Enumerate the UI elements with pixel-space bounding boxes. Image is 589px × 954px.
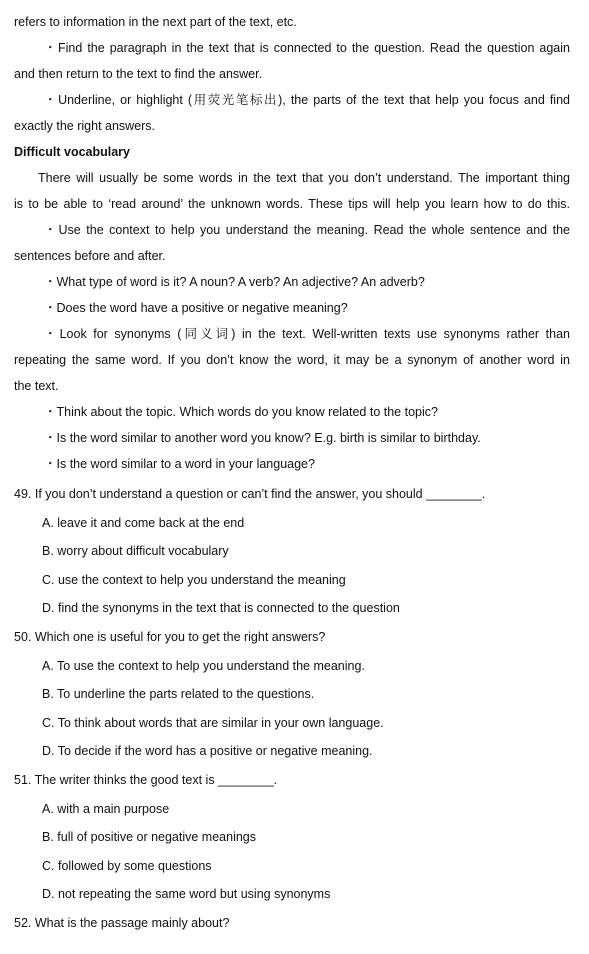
tip-word-type: ・What type of word is it? A noun? A verb? An adjective? An adverb?	[44, 275, 425, 289]
answer-option: B. To underline the parts related to the questions.	[42, 687, 315, 702]
question-49	[14, 480, 570, 623]
question-stem: 50. Which one is useful for you to get the right answers?	[14, 629, 326, 644]
answer-option: D. not repeating the same word but using synonyms	[42, 887, 331, 902]
passage-line: sentences before and after.	[14, 249, 166, 263]
tip-synonyms: ・Look for synonyms (同义词) in the text. Well-written texts use synonyms rather than	[44, 327, 570, 341]
answer-option: C. use the context to help you understand the meaning	[42, 572, 346, 587]
tip-similar-word: ・Is the word similar to another word you know? E.g. birth is similar to birthday.	[44, 431, 481, 445]
answer-option: A. To use the context to help you understand the meaning.	[42, 658, 365, 673]
passage-line: refers to information in the next part of the text, etc.	[14, 15, 297, 29]
tip-context: ・Use the context to help you understand the meaning. Read the whole sentence and the	[44, 223, 570, 237]
question-50	[14, 623, 570, 766]
answer-option: A. leave it and come back at the end	[42, 515, 245, 530]
answer-option: C. followed by some questions	[42, 858, 212, 873]
answer-option: D. To decide if the word has a positive or negative meaning.	[42, 744, 373, 759]
tip-underline: ・Underline, or highlight (用荧光笔标出), the parts of the text that help you focus and find	[44, 93, 570, 107]
answer-option: A. with a main purpose	[42, 801, 170, 816]
question-stem: 49. If you don’t understand a question or can’t find the answer, you should ________.	[14, 487, 486, 501]
document-page	[14, 9, 570, 938]
tip-own-language: ・Is the word similar to a word in your language?	[44, 457, 315, 471]
question-stem: 52. What is the passage mainly about?	[14, 915, 230, 930]
answer-option: D. find the synonyms in the text that is connected to the question	[42, 601, 400, 616]
question-52	[14, 909, 570, 938]
answer-option: B. full of positive or negative meanings	[42, 830, 257, 845]
section-heading: Difficult vocabulary	[14, 145, 130, 159]
question-stem: 51. The writer thinks the good text is ________.	[14, 772, 278, 787]
tip-find-paragraph: ・Find the paragraph in the text that is connected to the question. Read the question again	[44, 41, 570, 55]
passage-line: and then return to the text to find the answer.	[14, 67, 263, 81]
tip-topic: ・Think about the topic. Which words do you know related to the topic?	[44, 405, 438, 419]
passage-line: repeating the same word. If you don’t know the word, it may be a synonym of another word in	[14, 353, 570, 367]
answer-option: B. worry about difficult vocabulary	[42, 544, 229, 559]
passage-line: is to be able to ‘read around’ the unknown words. These tips will help you learn how to do this.	[14, 197, 570, 211]
question-51	[14, 766, 570, 909]
passage-line: the text.	[14, 379, 59, 393]
tip-positive-negative: ・Does the word have a positive or negative meaning?	[44, 301, 348, 315]
passage-line: exactly the right answers.	[14, 119, 156, 133]
paragraph-intro: There will usually be some words in the text that you don’t understand. The important thing	[38, 171, 570, 185]
answer-option: C. To think about words that are similar in your own language.	[42, 715, 384, 730]
